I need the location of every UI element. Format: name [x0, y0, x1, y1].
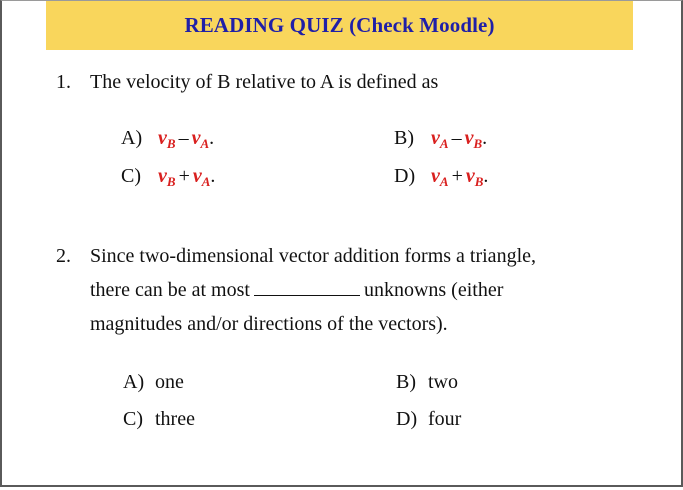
question-2 [56, 239, 636, 341]
vector-term: $v_B$ [158, 165, 176, 189]
vector-term: $v_A$ [192, 165, 211, 189]
question-1-number: 1. [56, 71, 71, 93]
operator: + [451, 165, 463, 187]
option-letter: A) [121, 127, 143, 149]
option-letter: C) [123, 408, 143, 430]
vector-term: $v_B$ [158, 127, 176, 151]
q1-option-c[interactable]: C) $v_B + v_A$. [121, 165, 216, 189]
option-letter: B) [394, 127, 414, 149]
option-letter: D) [396, 408, 418, 430]
option-text: one [155, 371, 184, 393]
option-text: three [155, 408, 195, 430]
q2-option-a[interactable] [123, 369, 184, 395]
question-1 [56, 65, 438, 99]
option-letter: D) [394, 165, 416, 187]
vector-term: $v_A$ [191, 127, 210, 151]
question-2-line-3: magnitudes and/or directions of the vectors). [90, 313, 448, 335]
question-2-number: 2. [56, 245, 71, 267]
q1-option-b[interactable]: B) $v_A - v_B$. [394, 127, 488, 151]
vector-term: $v_B$ [464, 127, 483, 151]
operator: + [178, 165, 190, 187]
answer-blank [254, 277, 360, 296]
page-title: READING QUIZ (Check Moodle) [184, 13, 495, 37]
option-letter: B) [396, 371, 416, 393]
vector-term: $v_A$ [431, 127, 449, 151]
operator: – [451, 127, 462, 149]
question-2-line-1: 2. Since two-dimensional vector addition forms a triangle, [56, 239, 636, 273]
option-text: four [428, 408, 462, 430]
vector-term: $v_B$ [465, 165, 484, 189]
question-2-line-2: there can be at most unknowns (either [90, 279, 504, 301]
q1-option-a[interactable]: A) $v_B - v_A$. [121, 127, 215, 151]
q2-option-d[interactable] [396, 406, 461, 432]
vector-term: $v_A$ [431, 165, 449, 189]
question-1-text: The velocity of B relative to A is defined as [90, 71, 439, 93]
title-banner [46, 1, 633, 50]
q2-option-b[interactable] [396, 369, 458, 395]
q1-option-d[interactable]: D) $v_A + v_B$. [394, 165, 489, 189]
option-text: two [428, 371, 458, 393]
option-letter: A) [123, 371, 145, 393]
option-letter: C) [121, 165, 141, 187]
q2-option-c[interactable] [123, 406, 195, 432]
operator: – [178, 127, 189, 149]
